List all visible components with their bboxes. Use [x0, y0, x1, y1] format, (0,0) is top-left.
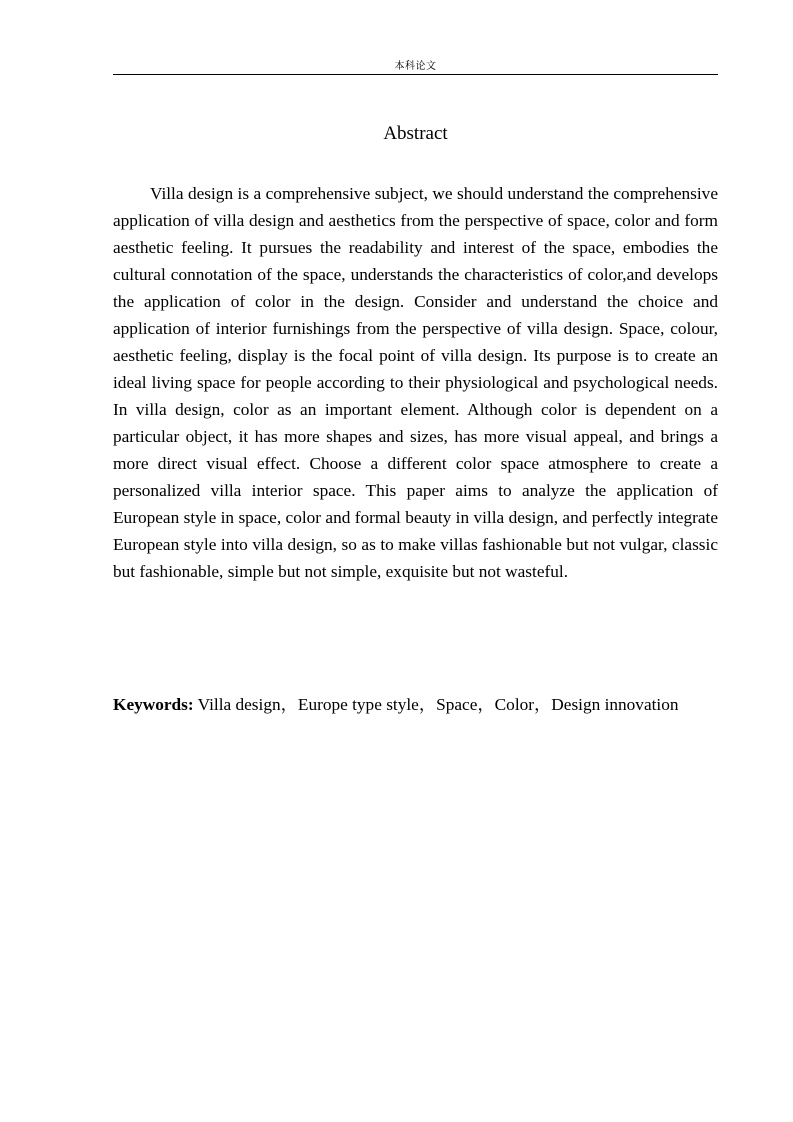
section-title: Abstract	[383, 123, 448, 144]
header-text: 本科论文	[394, 61, 437, 72]
keywords-text: Villa design，Europe type style，Space，Color，Design innovation	[197, 695, 679, 714]
keywords-line	[113, 691, 723, 718]
page-header	[113, 56, 718, 75]
abstract-body: Villa design is a comprehensive subject, we should understand the comprehensive application of villa design and aesthetics from the perspective of space, color and form aesthetic feeling. It pursues the readability and interest of the space, embodies the cultural connotation of the space, understands the characteristics of color,and develops the application of color in the design. Consider and understand the choice and application of interior furnishings from the perspective of villa design. Space, colour, aesthetic feeling, display is the focal point of villa design. Its purpose is to create an ideal living space for people according to their physiological and psychological needs. In villa design, color as an important element. Although color is dependent on a particular object, it has more shapes and sizes, has more visual appeal, and brings a more direct visual effect. Choose a different color space atmosphere to create a personalized villa interior space. This paper aims to analyze the application of European style in space, color and formal beauty in villa design, and perfectly integrate European style into villa design, so as to make villas fashionable but not vulgar, classic but fashionable, simple but not simple, exquisite but not wasteful.	[113, 184, 718, 581]
keywords-label: Keywords:	[113, 695, 194, 714]
